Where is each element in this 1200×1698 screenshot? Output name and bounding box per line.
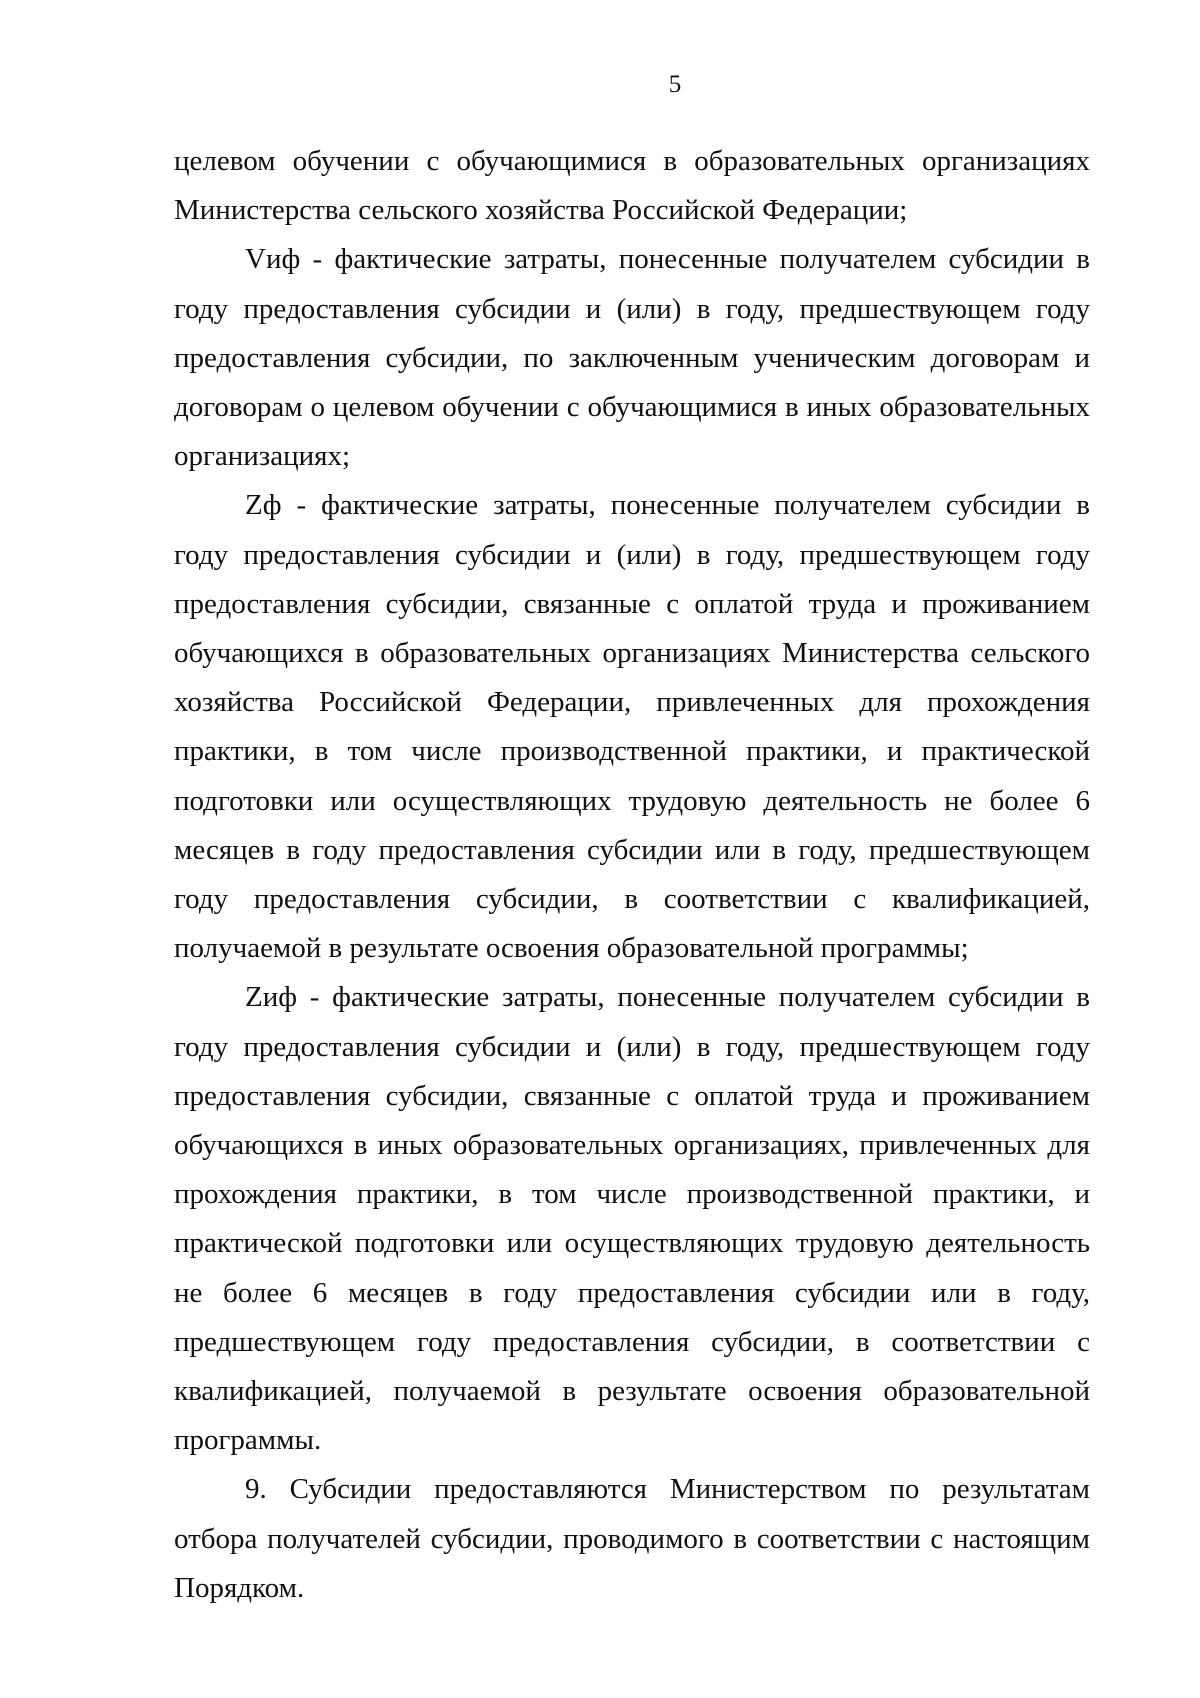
paragraph-ziif-definition: Zиф - фактические затраты, понесенные получателем субсидии в году предоставления субсидии и (или) в году, предшествующем году предоставления субсидии, связанные с оплатой труда и проживанием обучающихся в иных образовательных организациях, привлеченных для прохождения практики, в том числе производственной практики, и практической подготовки или осуществляющих трудовую деятельность не более 6 месяцев в году предоставления субсидии или в году, предшествующем году предоставления субсидии, в соответствии с квалификацией, получаемой в результате освоения образовательной программы. — [174, 981, 1090, 1457]
document-body — [174, 137, 1090, 1613]
page-number: 5 — [668, 71, 682, 98]
paragraph-continuation: целевом обучении с обучающимися в образовательных организациях Министерства сельского хозяйства Российской Федерации; — [174, 145, 1090, 227]
paragraph-item-9: 9. Субсидии предоставляются Министерством по результатам отбора получателей субсидии, проводимого в соответствии с настоящим Порядком. — [174, 1473, 1090, 1604]
paragraph-viif-definition: Vиф - фактические затраты, понесенные получателем субсидии в году предоставления субсидии и (или) в году, предшествующем году предоставления субсидии, по заключенным ученическим договорам и договорам о целевом обучении с обучающимися в иных образовательных организациях; — [174, 243, 1090, 473]
paragraph-zf-definition: Zф - фактические затраты, понесенные получателем субсидии в году предоставления субсидии и (или) в году, предшествующем году предоставления субсидии, связанные с оплатой труда и проживанием обучающихся в образовательных организациях Министерства сельского хозяйства Российской Федерации, привлеченных для прохождения практики, в том числе производственной практики, и практической подготовки или осуществляющих трудовую деятельность не более 6 месяцев в году предоставления субсидии или в году, предшествующем году предоставления субсидии, в соответствии с квалификацией, получаемой в результате освоения образовательной программы; — [174, 489, 1090, 965]
